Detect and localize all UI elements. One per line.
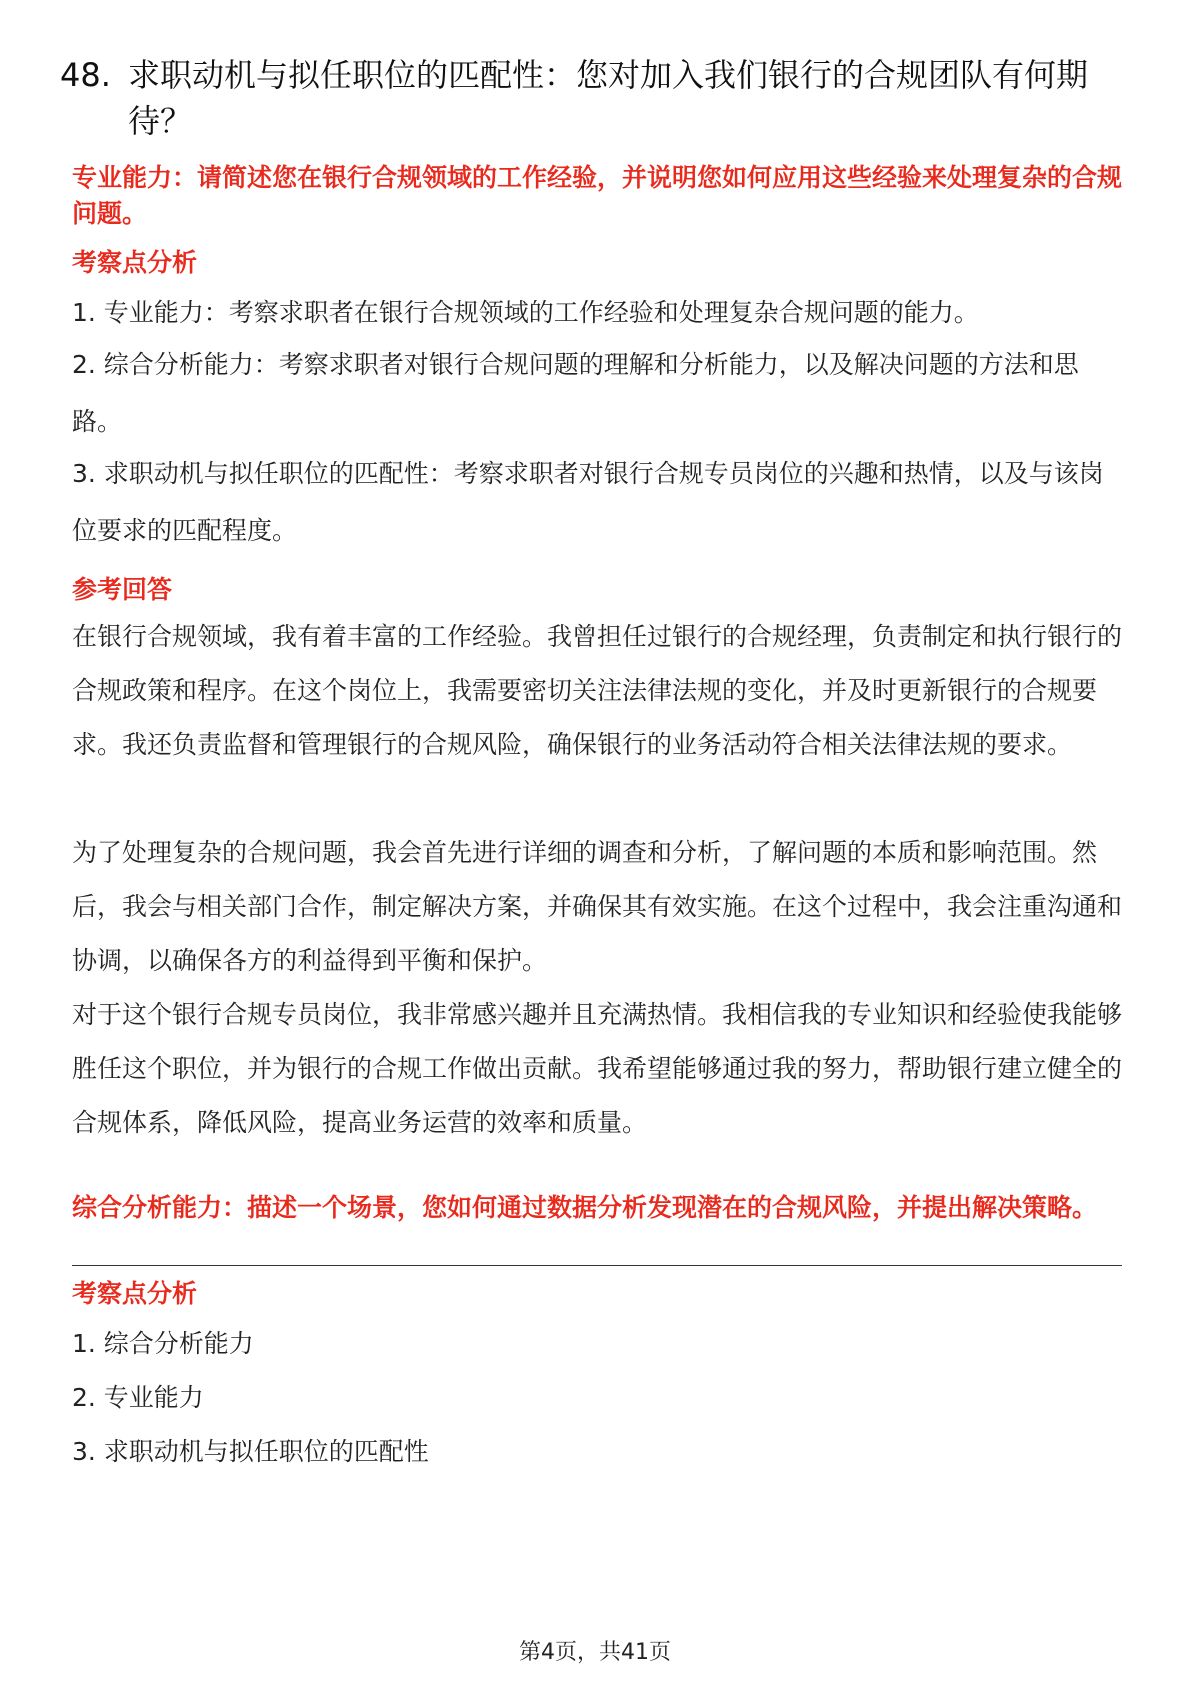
section1-analysis-item-3: 3. 求职动机与拟任职位的匹配性：考察求职者对银行合规专员岗位的兴趣和热情，以及与该岗位要求的匹配程度。 xyxy=(72,459,1104,545)
section1-answer-paragraph-2: 为了处理复杂的合规问题，我会首先进行详细的调查和分析，了解问题的本质和影响范围。然后，我会与相关部门合作，制定解决方案，并确保其有效实施。在这个过程中，我会注重沟通和协调，以确保各方的利益得到平衡和保护。 xyxy=(72,838,1123,975)
section2-heading: 综合分析能力：描述一个场景，您如何通过数据分析发现潜在的合规风险，并提出解决策略。 xyxy=(72,1193,1098,1222)
section1-heading: 专业能力：请简述您在银行合规领域的工作经验，并说明您如何应用这些经验来处理复杂的合规问题。 xyxy=(72,163,1123,228)
section2-analysis-item-1: 1. 综合分析能力 xyxy=(72,1329,254,1358)
section2-analysis-title: 考察点分析 xyxy=(72,1279,198,1308)
section1-analysis-item-1: 1. 专业能力：考察求职者在银行合规领域的工作经验和处理复杂合规问题的能力。 xyxy=(72,298,979,327)
section-divider xyxy=(72,1265,1122,1266)
section2-analysis-item-3: 3. 求职动机与拟任职位的匹配性 xyxy=(72,1437,429,1466)
section1-analysis-item-2: 2. 综合分析能力：考察求职者对银行合规问题的理解和分析能力，以及解决问题的方法和思路。 xyxy=(72,350,1079,436)
question-text: 求职动机与拟任职位的匹配性：您对加入我们银行的合规团队有何期待？ xyxy=(128,56,1089,140)
question-number: 48. xyxy=(60,56,111,94)
section1-answer-paragraph-3: 对于这个银行合规专员岗位，我非常感兴趣并且充满热情。我相信我的专业知识和经验使我能够胜任这个职位，并为银行的合规工作做出贡献。我希望能够通过我的努力，帮助银行建立健全的合规体系，降低风险，提高业务运营的效率和质量。 xyxy=(72,1000,1123,1137)
page-footer: 第4页，共41页 xyxy=(519,1640,671,1665)
section1-analysis-title: 考察点分析 xyxy=(72,248,198,277)
section1-answer-paragraph-1: 在银行合规领域，我有着丰富的工作经验。我曾担任过银行的合规经理，负责制定和执行银行的合规政策和程序。在这个岗位上，我需要密切关注法律法规的变化，并及时更新银行的合规要求。我还负责监督和管理银行的合规风险，确保银行的业务活动符合相关法律法规的要求。 xyxy=(72,622,1123,759)
section1-answer-title: 参考回答 xyxy=(72,575,173,604)
section2-analysis-item-2: 2. 专业能力 xyxy=(72,1383,204,1412)
question-title xyxy=(60,52,1120,144)
